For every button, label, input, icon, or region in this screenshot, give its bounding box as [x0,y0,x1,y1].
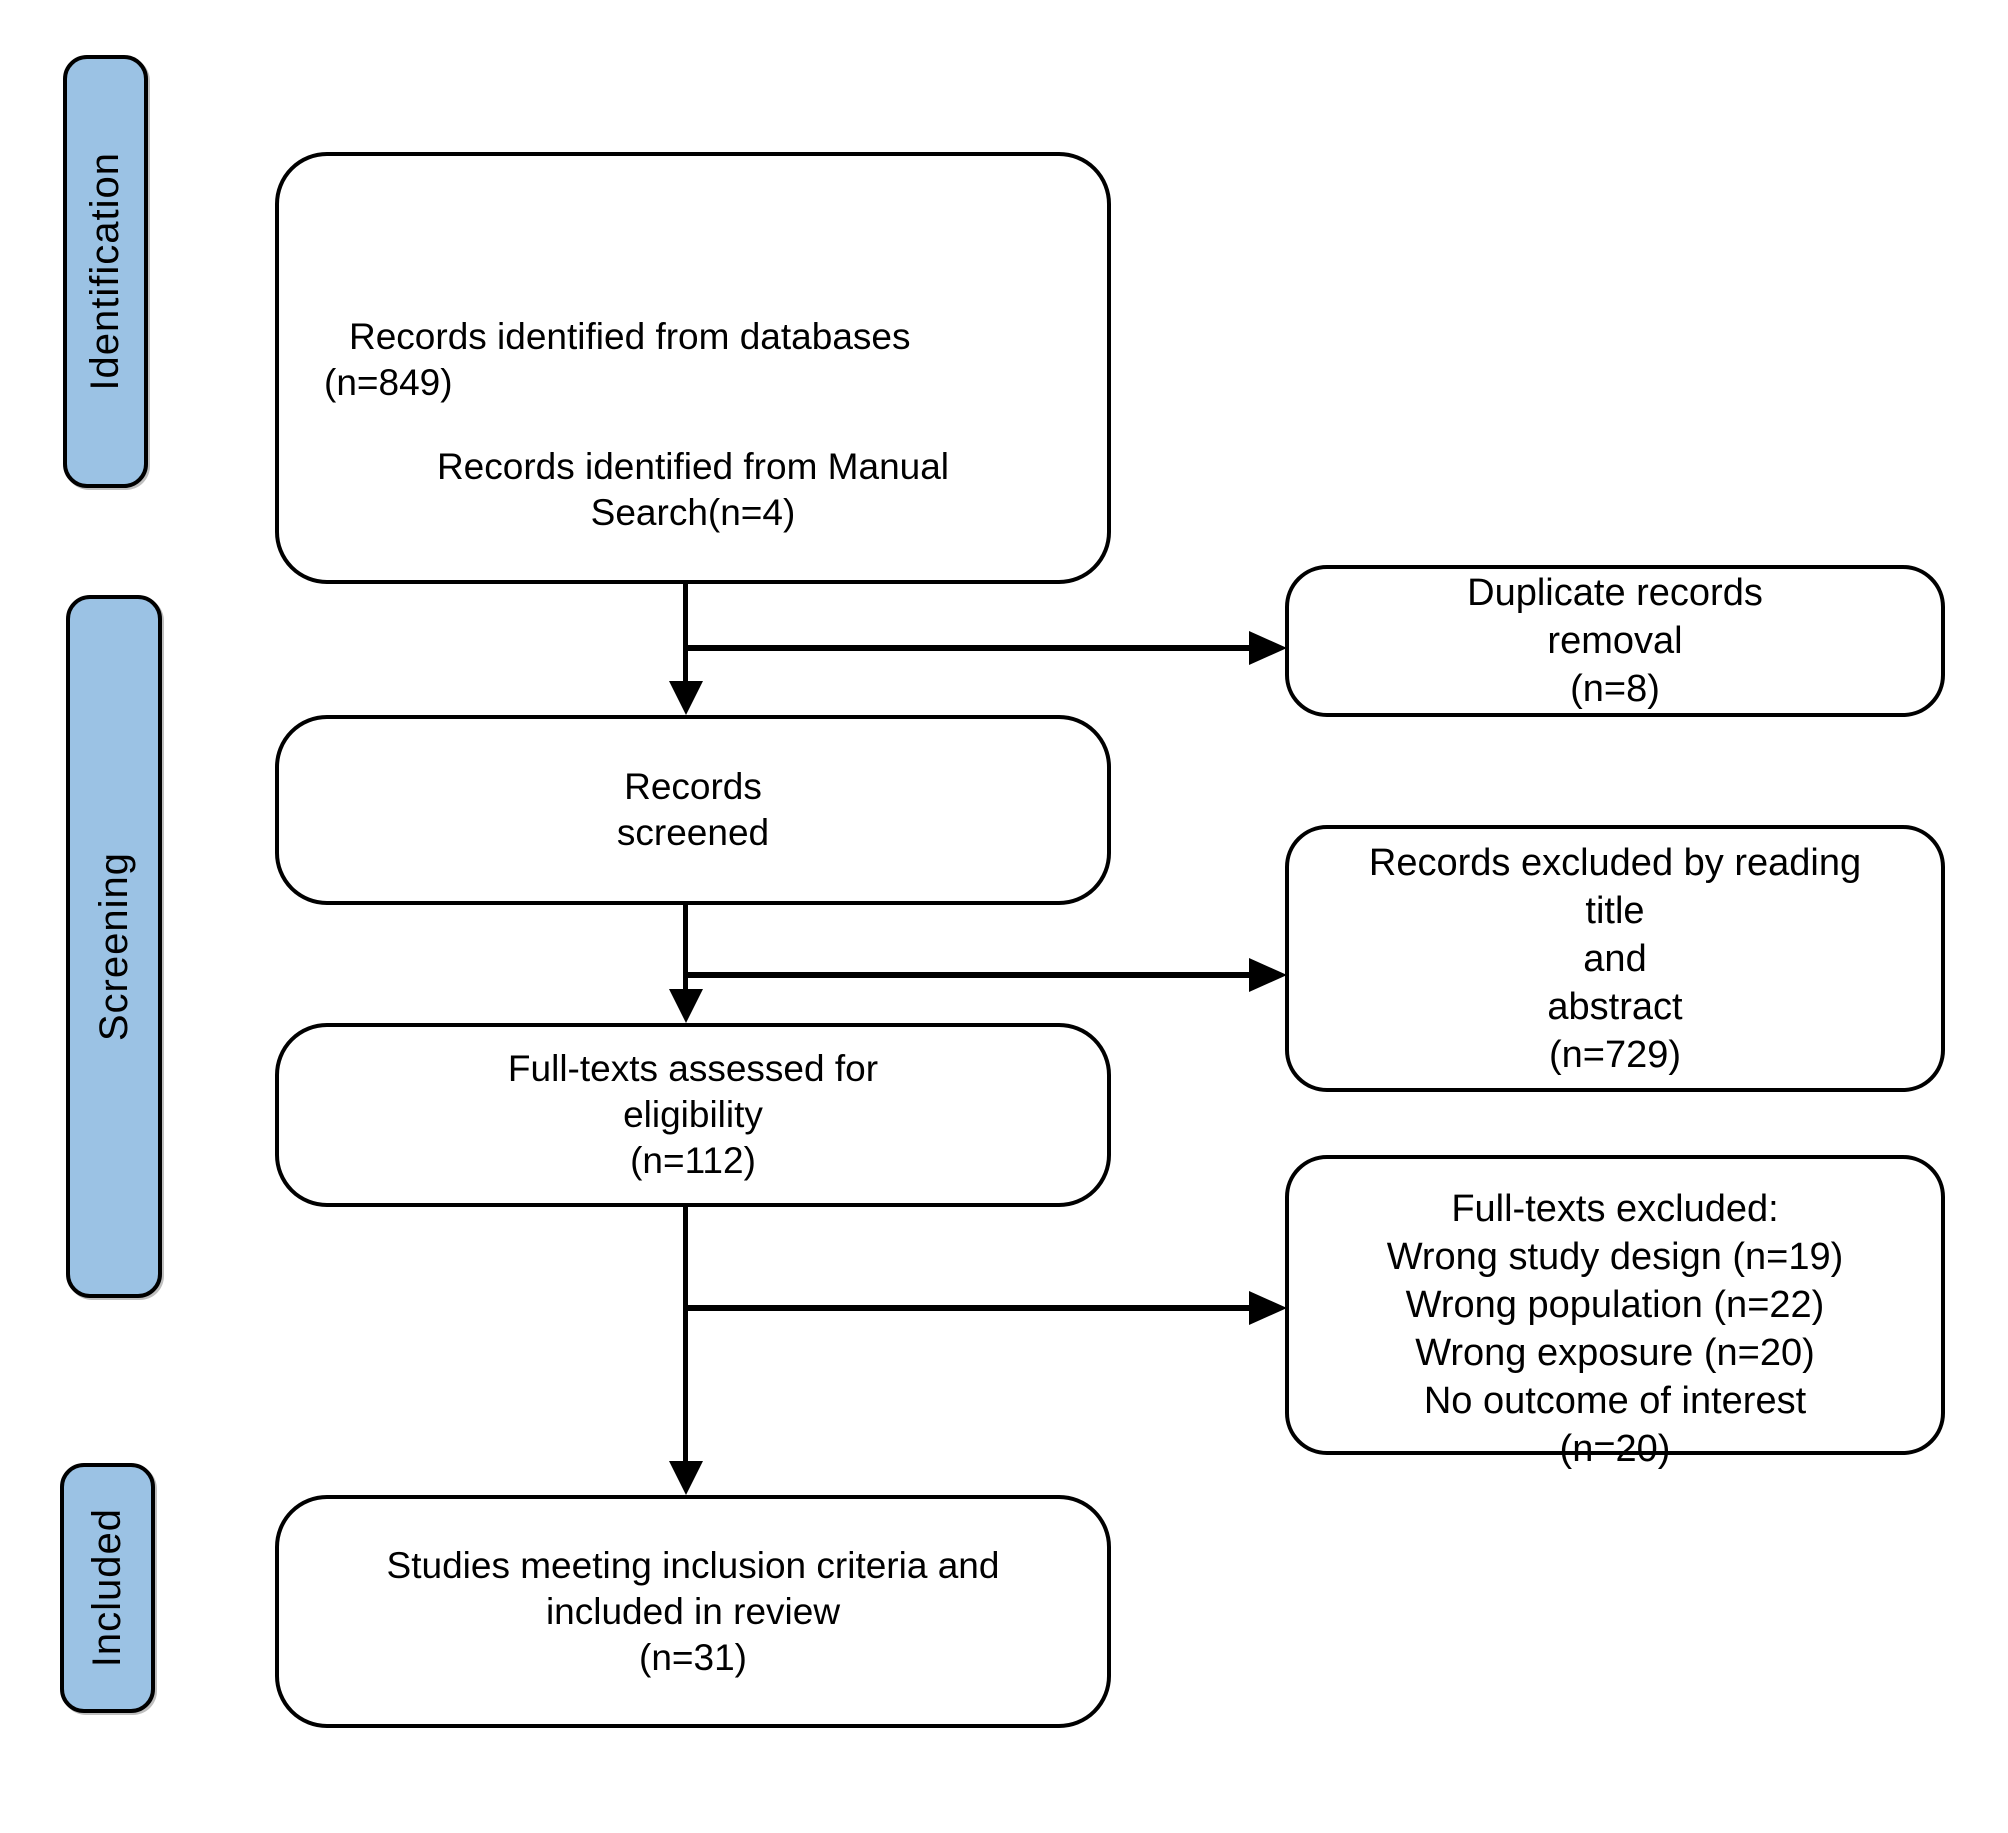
box-records-excluded-title-abstract [1285,825,1945,1092]
stage-bar-screening [66,595,162,1298]
stage-bar-identification [63,55,148,488]
box-line: (n=20) [1559,1428,1671,1470]
box-line: eligibility [623,1094,763,1135]
box-line: (n=8) [1570,668,1660,710]
fulltexts-excluded-text [1387,1185,1844,1473]
box-line: Search(n=4) [590,492,796,533]
arrowhead-right-fulltexts-excluded [1249,1291,1287,1325]
box-duplicate-records-removal [1285,565,1945,717]
box-line: screened [616,812,770,853]
stage-label-screening: Screening [91,851,136,1042]
box-line: (n=849) [324,362,453,403]
records-identified-manual-text [279,444,1107,536]
box-line: (n=112) [630,1140,756,1181]
box-line: Studies meeting inclusion criteria and [386,1544,1000,1586]
arrow-line-screened-to-fulltexts [683,905,688,991]
box-line: Full-texts excluded: [1451,1188,1779,1230]
box-line: and [1583,937,1647,980]
stage-label-identification: Identification [83,152,127,391]
box-records-identified [275,152,1111,584]
box-fulltexts-assessed [275,1023,1111,1207]
stage-label-included: Included [85,1508,129,1668]
box-line: Records identified from databases [349,316,911,357]
branch-line-to-fulltexts-excluded [685,1305,1249,1311]
duplicate-removal-text [1467,569,1763,713]
box-line: Records excluded by reading [1368,841,1862,884]
records-excluded-text [1369,839,1861,1079]
arrowhead-down-included [669,1461,703,1495]
box-line: Full-texts assessed for [507,1048,879,1089]
arrowhead-right-records-excluded [1249,958,1287,992]
box-fulltexts-excluded [1285,1155,1945,1470]
arrowhead-down-screened [669,681,703,715]
stage-bar-included [60,1463,155,1713]
branch-line-to-records-excluded [685,972,1249,978]
box-line: (n=729) [1548,1033,1682,1076]
box-line: (n=31) [639,1636,747,1678]
box-line: Records identified from Manual [436,446,950,487]
arrow-line-identified-to-screened [683,584,688,685]
box-line: Wrong population (n=22) [1405,1284,1825,1326]
box-line: Wrong study design (n=19) [1386,1236,1844,1278]
box-studies-included [275,1495,1111,1728]
arrowhead-down-fulltexts [669,989,703,1023]
fulltexts-assessed-text [508,1046,878,1184]
arrow-line-fulltexts-to-included [683,1207,688,1463]
box-line: No outcome of interest [1423,1380,1807,1422]
records-identified-databases-text [279,314,1107,406]
records-screened-text [617,764,769,856]
box-line: removal [1547,620,1683,662]
box-line: Records [624,766,762,807]
box-records-screened [275,715,1111,905]
box-line: Wrong exposure (n=20) [1415,1332,1815,1374]
box-line: included in review [545,1590,841,1632]
box-line: abstract [1547,985,1683,1028]
branch-line-to-duplicates [685,645,1249,651]
arrowhead-right-duplicates [1249,631,1287,665]
box-line: Duplicate records [1467,572,1763,614]
studies-included-text [387,1543,1000,1681]
box-line: title [1585,889,1645,932]
